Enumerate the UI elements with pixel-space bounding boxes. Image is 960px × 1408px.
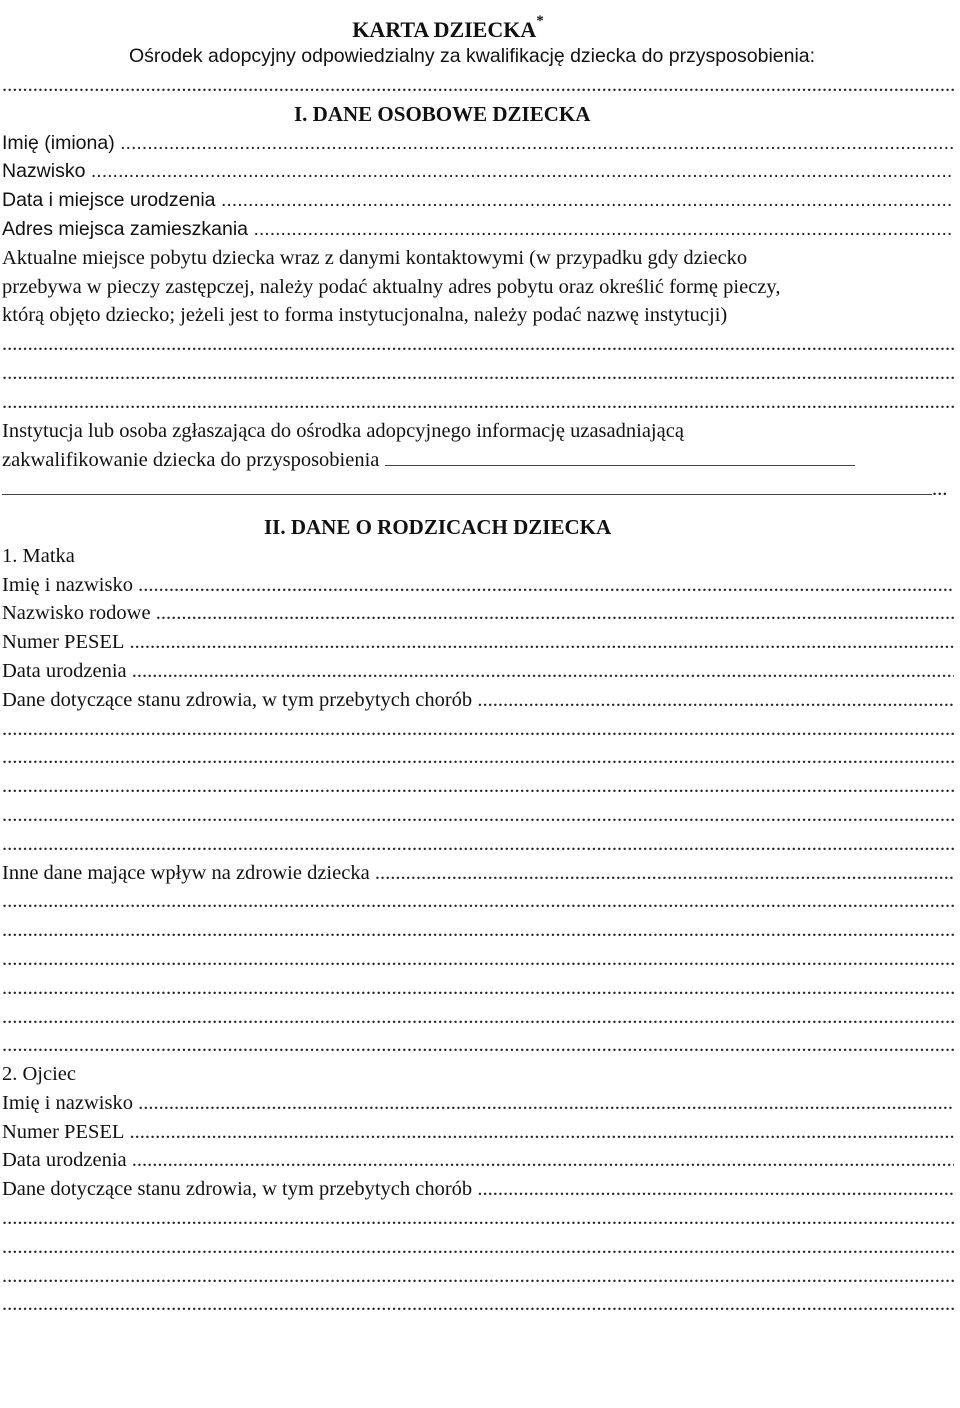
blank-line xyxy=(2,801,954,830)
field-label: Imię (imiona) xyxy=(2,131,115,154)
document-subtitle: Ośrodek adopcyjny odpowiedzialny za kwalifikację dziecka do przysposobienia: xyxy=(128,45,816,67)
field-label: Numer PESEL xyxy=(2,631,125,654)
field-label: Dane dotyczące stanu zdrowia, w tym przebytych chorób xyxy=(2,688,473,711)
field-father-pesel xyxy=(2,1118,954,1147)
field-mother-dob xyxy=(2,657,954,686)
section-1-heading: I. DANE OSOBOWE DZIECKA xyxy=(294,101,591,126)
field-label: Inne dane mające wpływ na zdrowie dziecka xyxy=(2,861,370,884)
reporter-text-line: Instytucja lub osoba zgłaszająca do ośrodka adopcyjnego informację uzasadniającą xyxy=(2,419,684,442)
blank-line xyxy=(2,945,954,974)
blank-line xyxy=(2,1290,954,1319)
field-label: Numer PESEL xyxy=(2,1120,125,1143)
footnote-mark: * xyxy=(536,13,544,29)
field-mother-name xyxy=(2,571,954,600)
reporter-field-continued xyxy=(2,474,954,503)
blank-line xyxy=(2,743,954,772)
field-label: Data urodzenia xyxy=(2,1149,127,1172)
blank-line xyxy=(2,974,954,1003)
blank-line xyxy=(2,388,954,417)
blank-line xyxy=(2,830,954,859)
field-birth xyxy=(2,186,954,215)
blank-line xyxy=(2,330,954,359)
field-label: zakwalifikowanie dziecka do przysposobienia xyxy=(2,449,380,472)
field-label: Imię i nazwisko xyxy=(2,1091,133,1114)
father-label: 2. Ojciec xyxy=(2,1063,76,1086)
stay-text-line: którą objęto dziecko; jeżeli jest to forma instytucjonalna, należy podać nazwę instytucji) xyxy=(2,304,728,327)
field-label: Adres miejsca zamieszkania xyxy=(2,217,249,240)
blank-line xyxy=(2,71,954,100)
field-mother-pesel xyxy=(2,628,954,657)
mother-label: 1. Matka xyxy=(2,544,75,567)
blank-line xyxy=(2,715,954,744)
field-father-health xyxy=(2,1175,954,1204)
section-2-heading: II. DANE O RODZICACH DZIECKA xyxy=(264,514,612,539)
blank-line xyxy=(2,916,954,945)
field-label: Data urodzenia xyxy=(2,659,127,682)
field-label: Dane dotyczące stanu zdrowia, w tym przebytych chorób xyxy=(2,1178,473,1201)
reporter-field xyxy=(2,445,954,474)
stay-text-line: przebywa w pieczy zastępczej, należy podać aktualny adres pobytu oraz określić formę pieczy, xyxy=(2,275,781,298)
document-title xyxy=(0,0,954,41)
blank-line xyxy=(2,1233,954,1262)
blank-line xyxy=(2,1262,954,1291)
blank-line xyxy=(2,1003,954,1032)
field-label: Data i miejsce urodzenia xyxy=(2,189,216,212)
blank-line xyxy=(2,1031,954,1060)
field-label: Nazwisko rodowe xyxy=(2,602,151,625)
field-father-name xyxy=(2,1089,954,1118)
blank-line xyxy=(2,359,954,388)
field-first-names xyxy=(2,129,954,158)
field-label: Nazwisko xyxy=(2,160,86,183)
title-text: KARTA DZIECKA xyxy=(352,17,537,42)
underline-blank xyxy=(385,445,855,466)
field-mother-other xyxy=(2,859,954,888)
field-label: Imię i nazwisko xyxy=(2,573,133,596)
blank-line xyxy=(2,772,954,801)
blank-line xyxy=(2,1204,954,1233)
field-mother-health xyxy=(2,686,954,715)
stay-text-line: Aktualne miejsce pobytu dziecka wraz z danymi kontaktowymi (w przypadku gdy dziecko xyxy=(2,246,748,269)
blank-line xyxy=(2,887,954,916)
ellipsis: ... xyxy=(932,478,948,501)
field-mother-maiden xyxy=(2,599,954,628)
field-father-dob xyxy=(2,1146,954,1175)
field-surname xyxy=(2,157,954,186)
field-address xyxy=(2,215,954,244)
underline-blank xyxy=(2,474,932,495)
